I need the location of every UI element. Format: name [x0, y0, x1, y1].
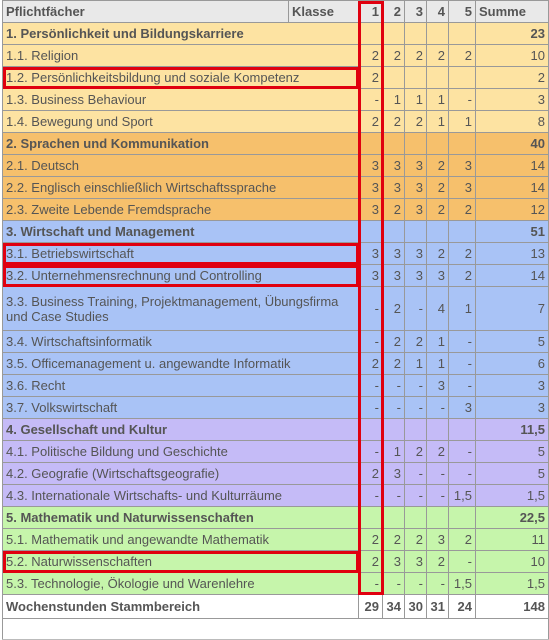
- year-5-hours: 2: [449, 529, 476, 551]
- row-sum: 1,5: [476, 573, 549, 595]
- year-3-hours: -: [405, 287, 427, 331]
- year-3-hours: 3: [405, 155, 427, 177]
- year-2-hours: 2: [383, 45, 405, 67]
- subject-row: [3, 287, 549, 331]
- year-1-hours: 2: [359, 529, 383, 551]
- subject-name: 4.3. Internationale Wirtschafts- und Kulturräume: [3, 485, 359, 507]
- subject-name: 1.2. Persönlichkeitsbildung und soziale Kompetenz: [3, 67, 359, 89]
- year-1-hours: 2: [359, 353, 383, 375]
- category-row: [3, 419, 549, 441]
- year-5-hours: -: [449, 89, 476, 111]
- year-5-hours: -: [449, 353, 476, 375]
- year-1-hours: 3: [359, 155, 383, 177]
- subject-name: 4.1. Politische Bildung und Geschichte: [3, 441, 359, 463]
- category-row: [3, 23, 549, 45]
- row-sum: 12: [476, 199, 549, 221]
- year-4-hours: 1: [427, 111, 449, 133]
- footer-sum: 148: [476, 595, 549, 619]
- subject-name: 3. Wirtschaft und Management: [3, 221, 359, 243]
- row-sum: 23: [476, 23, 549, 45]
- subject-name: 1.4. Bewegung und Sport: [3, 111, 359, 133]
- year-3-hours: 3: [405, 199, 427, 221]
- subject-row: [3, 397, 549, 419]
- year-5-hours: -: [449, 551, 476, 573]
- header-year-4: 4: [427, 1, 449, 23]
- year-2-hours: -: [383, 375, 405, 397]
- header-year-1: 1: [359, 1, 383, 23]
- subject-row: [3, 353, 549, 375]
- year-1-hours: -: [359, 331, 383, 353]
- year-2-hours: 2: [383, 353, 405, 375]
- year-2-hours: 2: [383, 529, 405, 551]
- subject-name: 2.3. Zweite Lebende Fremdsprache: [3, 199, 359, 221]
- row-sum: 14: [476, 155, 549, 177]
- year-3-hours: 1: [405, 89, 427, 111]
- year-1-hours: 2: [359, 67, 383, 89]
- header-subject: Pflichtfächer: [3, 1, 289, 23]
- year-1-hours: [359, 221, 383, 243]
- row-sum: 3: [476, 89, 549, 111]
- year-3-hours: [405, 23, 427, 45]
- year-1-hours: -: [359, 397, 383, 419]
- year-2-hours: 3: [383, 265, 405, 287]
- year-4-hours: 2: [427, 177, 449, 199]
- header-year-2: 2: [383, 1, 405, 23]
- year-3-hours: [405, 419, 427, 441]
- row-sum: 8: [476, 111, 549, 133]
- year-1-hours: [359, 23, 383, 45]
- year-2-hours: 2: [383, 287, 405, 331]
- category-row: [3, 133, 549, 155]
- year-5-hours: -: [449, 331, 476, 353]
- year-4-hours: 2: [427, 45, 449, 67]
- subject-row: [3, 551, 549, 573]
- year-4-hours: -: [427, 463, 449, 485]
- year-4-hours: 3: [427, 375, 449, 397]
- year-5-hours: -: [449, 463, 476, 485]
- header-klasse: Klasse: [289, 1, 359, 23]
- subject-row: [3, 375, 549, 397]
- subject-row: [3, 67, 549, 89]
- subject-name: 2.2. Englisch einschließlich Wirtschaftssprache: [3, 177, 359, 199]
- year-4-hours: [427, 419, 449, 441]
- year-1-hours: 3: [359, 199, 383, 221]
- year-5-hours: 2: [449, 243, 476, 265]
- subject-name: 3.7. Volkswirtschaft: [3, 397, 359, 419]
- row-sum: 51: [476, 221, 549, 243]
- year-4-hours: 2: [427, 199, 449, 221]
- category-row: [3, 507, 549, 529]
- year-2-hours: 3: [383, 155, 405, 177]
- row-sum: 3: [476, 375, 549, 397]
- year-1-hours: 2: [359, 551, 383, 573]
- row-sum: 13: [476, 243, 549, 265]
- subject-name: 5. Mathematik und Naturwissenschaften: [3, 507, 359, 529]
- year-5-hours: 3: [449, 155, 476, 177]
- footer-row: [3, 595, 549, 619]
- row-sum: 3: [476, 397, 549, 419]
- subject-name: 3.3. Business Training, Projektmanagement, Übungsfirma und Case Studies: [3, 287, 359, 331]
- header-year-3: 3: [405, 1, 427, 23]
- subject-row: [3, 485, 549, 507]
- year-2-hours: [383, 221, 405, 243]
- year-2-hours: [383, 23, 405, 45]
- year-2-hours: 2: [383, 111, 405, 133]
- year-5-hours: 2: [449, 199, 476, 221]
- subject-row: [3, 177, 549, 199]
- subject-row: [3, 331, 549, 353]
- year-3-hours: 2: [405, 441, 427, 463]
- row-sum: 11: [476, 529, 549, 551]
- subject-row: [3, 155, 549, 177]
- footer-year-2: 34: [383, 595, 405, 619]
- curriculum-table: [2, 0, 549, 640]
- year-1-hours: -: [359, 375, 383, 397]
- year-3-hours: 2: [405, 331, 427, 353]
- year-5-hours: 1,5: [449, 485, 476, 507]
- year-2-hours: [383, 507, 405, 529]
- year-1-hours: 2: [359, 111, 383, 133]
- year-4-hours: [427, 23, 449, 45]
- year-3-hours: 2: [405, 45, 427, 67]
- year-3-hours: -: [405, 463, 427, 485]
- header-year-5: 5: [449, 1, 476, 23]
- year-5-hours: 2: [449, 45, 476, 67]
- year-5-hours: 1,5: [449, 573, 476, 595]
- year-4-hours: [427, 67, 449, 89]
- subject-name: 3.6. Recht: [3, 375, 359, 397]
- row-sum: 5: [476, 331, 549, 353]
- year-3-hours: 3: [405, 551, 427, 573]
- year-4-hours: 3: [427, 529, 449, 551]
- year-3-hours: 2: [405, 111, 427, 133]
- year-3-hours: 2: [405, 529, 427, 551]
- category-row: [3, 221, 549, 243]
- footer-year-3: 30: [405, 595, 427, 619]
- year-4-hours: 1: [427, 353, 449, 375]
- year-4-hours: [427, 221, 449, 243]
- year-2-hours: 2: [383, 331, 405, 353]
- year-2-hours: -: [383, 573, 405, 595]
- year-2-hours: 3: [383, 243, 405, 265]
- year-5-hours: [449, 23, 476, 45]
- year-2-hours: 3: [383, 463, 405, 485]
- row-sum: 5: [476, 441, 549, 463]
- year-4-hours: 1: [427, 331, 449, 353]
- subject-name: 5.1. Mathematik und angewandte Mathematik: [3, 529, 359, 551]
- subject-row: [3, 243, 549, 265]
- year-4-hours: [427, 507, 449, 529]
- year-5-hours: 3: [449, 177, 476, 199]
- blank-row: [3, 619, 549, 640]
- year-4-hours: 2: [427, 441, 449, 463]
- year-4-hours: 2: [427, 155, 449, 177]
- year-3-hours: [405, 221, 427, 243]
- year-4-hours: [427, 133, 449, 155]
- footer-label: Wochenstunden Stammbereich: [3, 595, 359, 619]
- row-sum: 10: [476, 551, 549, 573]
- header-sum: Summe: [476, 1, 549, 23]
- subject-name: 1.1. Religion: [3, 45, 359, 67]
- subject-row: [3, 265, 549, 287]
- footer-year-5: 24: [449, 595, 476, 619]
- year-3-hours: 3: [405, 265, 427, 287]
- row-sum: 11,5: [476, 419, 549, 441]
- subject-row: [3, 463, 549, 485]
- subject-name: 4. Gesellschaft und Kultur: [3, 419, 359, 441]
- year-2-hours: 1: [383, 89, 405, 111]
- year-5-hours: 1: [449, 287, 476, 331]
- year-5-hours: [449, 221, 476, 243]
- row-sum: 6: [476, 353, 549, 375]
- year-1-hours: [359, 419, 383, 441]
- year-2-hours: 3: [383, 177, 405, 199]
- year-2-hours: 2: [383, 199, 405, 221]
- year-3-hours: -: [405, 573, 427, 595]
- year-4-hours: 2: [427, 551, 449, 573]
- year-3-hours: 1: [405, 353, 427, 375]
- year-3-hours: 3: [405, 177, 427, 199]
- subject-name: 5.3. Technologie, Ökologie und Warenlehre: [3, 573, 359, 595]
- year-5-hours: [449, 67, 476, 89]
- year-2-hours: 3: [383, 551, 405, 573]
- subject-name: 3.2. Unternehmensrechnung und Controlling: [3, 265, 359, 287]
- year-3-hours: [405, 507, 427, 529]
- year-1-hours: 3: [359, 177, 383, 199]
- subject-name: 3.4. Wirtschaftsinformatik: [3, 331, 359, 353]
- row-sum: 14: [476, 265, 549, 287]
- year-5-hours: 1: [449, 111, 476, 133]
- year-2-hours: [383, 133, 405, 155]
- subject-name: 3.1. Betriebswirtschaft: [3, 243, 359, 265]
- year-1-hours: -: [359, 89, 383, 111]
- year-2-hours: [383, 419, 405, 441]
- year-1-hours: -: [359, 287, 383, 331]
- footer-year-4: 31: [427, 595, 449, 619]
- year-3-hours: -: [405, 375, 427, 397]
- subject-row: [3, 529, 549, 551]
- year-4-hours: 3: [427, 265, 449, 287]
- year-4-hours: -: [427, 573, 449, 595]
- year-5-hours: 2: [449, 265, 476, 287]
- subject-name: 4.2. Geografie (Wirtschaftsgeografie): [3, 463, 359, 485]
- year-4-hours: 4: [427, 287, 449, 331]
- year-1-hours: 2: [359, 45, 383, 67]
- year-1-hours: -: [359, 573, 383, 595]
- year-5-hours: -: [449, 375, 476, 397]
- year-3-hours: 3: [405, 243, 427, 265]
- subject-name: 2. Sprachen und Kommunikation: [3, 133, 359, 155]
- year-1-hours: [359, 133, 383, 155]
- year-2-hours: -: [383, 485, 405, 507]
- year-3-hours: -: [405, 397, 427, 419]
- year-5-hours: [449, 133, 476, 155]
- year-4-hours: -: [427, 485, 449, 507]
- row-sum: 22,5: [476, 507, 549, 529]
- year-3-hours: -: [405, 485, 427, 507]
- blank-cell: [3, 619, 549, 640]
- row-sum: 40: [476, 133, 549, 155]
- year-1-hours: 3: [359, 265, 383, 287]
- year-5-hours: 3: [449, 397, 476, 419]
- table-header-row: [3, 1, 549, 23]
- row-sum: 1,5: [476, 485, 549, 507]
- year-4-hours: 2: [427, 243, 449, 265]
- year-1-hours: -: [359, 441, 383, 463]
- subject-row: [3, 111, 549, 133]
- footer-year-1: 29: [359, 595, 383, 619]
- year-5-hours: [449, 507, 476, 529]
- subject-name: 1. Persönlichkeit und Bildungskarriere: [3, 23, 359, 45]
- year-3-hours: [405, 67, 427, 89]
- subject-row: [3, 89, 549, 111]
- subject-name: 3.5. Officemanagement u. angewandte Informatik: [3, 353, 359, 375]
- subject-row: [3, 573, 549, 595]
- year-3-hours: [405, 133, 427, 155]
- row-sum: 2: [476, 67, 549, 89]
- year-1-hours: -: [359, 485, 383, 507]
- row-sum: 10: [476, 45, 549, 67]
- year-2-hours: -: [383, 397, 405, 419]
- year-4-hours: -: [427, 397, 449, 419]
- subject-row: [3, 45, 549, 67]
- row-sum: 5: [476, 463, 549, 485]
- year-2-hours: [383, 67, 405, 89]
- year-2-hours: 1: [383, 441, 405, 463]
- year-1-hours: 3: [359, 243, 383, 265]
- year-5-hours: [449, 419, 476, 441]
- year-4-hours: 1: [427, 89, 449, 111]
- year-5-hours: -: [449, 441, 476, 463]
- subject-row: [3, 199, 549, 221]
- year-1-hours: [359, 507, 383, 529]
- row-sum: 7: [476, 287, 549, 331]
- row-sum: 14: [476, 177, 549, 199]
- subject-name: 5.2. Naturwissenschaften: [3, 551, 359, 573]
- subject-name: 2.1. Deutsch: [3, 155, 359, 177]
- year-1-hours: 2: [359, 463, 383, 485]
- subject-name: 1.3. Business Behaviour: [3, 89, 359, 111]
- subject-row: [3, 441, 549, 463]
